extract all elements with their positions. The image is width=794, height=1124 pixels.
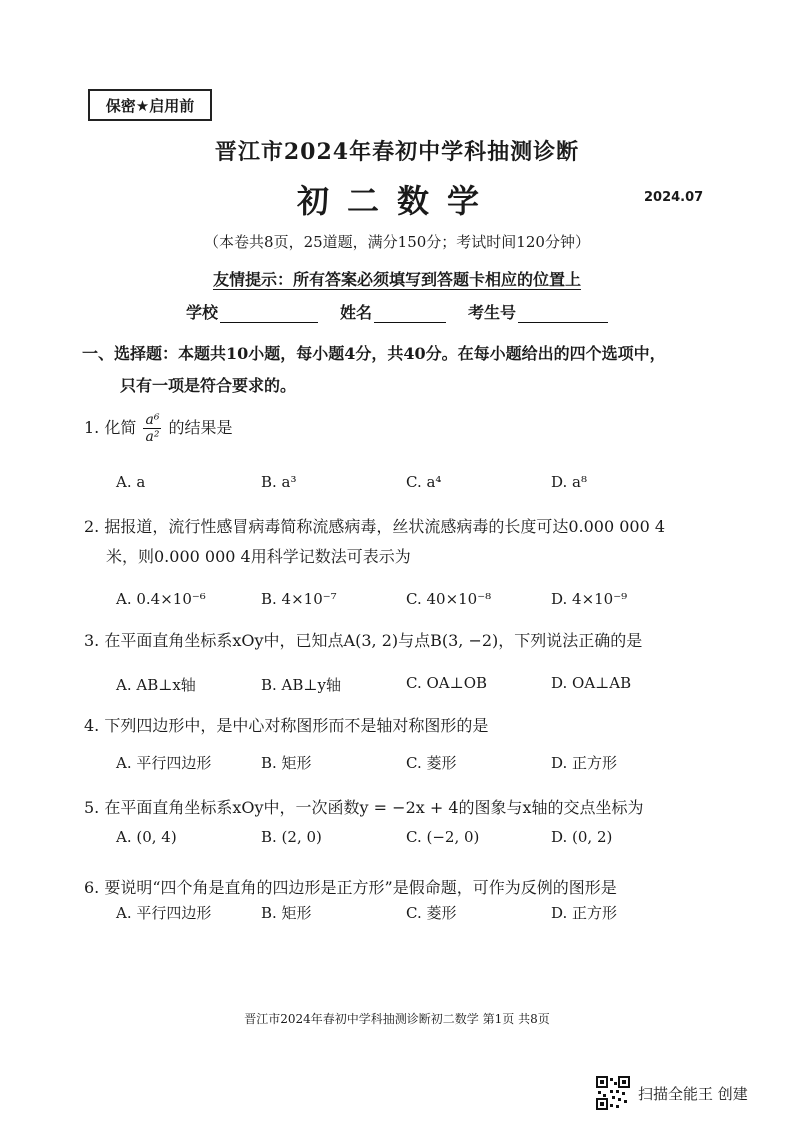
section-heading-line2: 只有一项是符合要求的。: [120, 376, 297, 395]
question-2: [84, 512, 684, 572]
exam-number-blank[interactable]: [518, 304, 608, 323]
question-text: 的结果是: [168, 418, 233, 437]
scanner-watermark: [596, 1076, 748, 1110]
fraction: [143, 412, 161, 445]
option-d[interactable]: D. (0, 2): [551, 828, 613, 846]
question-number: 4.: [84, 716, 100, 735]
question-text: 下列四边形中，是中心对称图形而不是轴对称图形的是: [104, 716, 489, 735]
question-number: 2.: [84, 517, 100, 536]
question-text: 在平面直角坐标系xOy中，已知点A(3, 2)与点B(3, −2)，下列说法正确的是: [104, 631, 643, 650]
exam-info: （本卷共8页，25道题，满分150分；考试时间120分钟）: [204, 233, 590, 251]
question-2-options: [116, 590, 676, 608]
friendly-tip: [0, 267, 794, 290]
option-d[interactable]: D. a⁸: [551, 473, 587, 491]
option-a[interactable]: A. (0, 4): [116, 828, 177, 846]
section-heading-line1: 一、选择题：本题共10小题，每小题4分，共40分。在每小题给出的四个选项中，: [82, 344, 666, 363]
name-field[interactable]: [340, 300, 446, 323]
question-text: 要说明“四个角是直角的四边形是正方形”是假命题，可作为反例的图形是: [104, 878, 617, 897]
option-c[interactable]: C. (−2, 0): [406, 828, 480, 846]
option-c[interactable]: C. a⁴: [406, 473, 442, 491]
option-d[interactable]: D. OA⊥AB: [551, 674, 632, 692]
option-b[interactable]: B. 4×10⁻⁷: [261, 590, 337, 608]
qr-code-icon: [596, 1076, 630, 1110]
option-c[interactable]: C. 菱形: [406, 754, 457, 772]
option-b[interactable]: B. (2, 0): [261, 828, 322, 846]
school-field[interactable]: [186, 300, 318, 323]
option-d[interactable]: D. 正方形: [551, 904, 618, 922]
section-heading: [82, 338, 712, 402]
question-text-line1: 据报道，流行性感冒病毒简称流感病毒，丝状流感病毒的长度可达0.000 000 4: [104, 517, 666, 536]
option-b[interactable]: B. 矩形: [261, 904, 312, 922]
option-b[interactable]: B. AB⊥y轴: [261, 676, 341, 694]
student-fields: [0, 300, 794, 323]
option-a[interactable]: A. a: [116, 473, 146, 491]
question-number: 1.: [84, 418, 100, 437]
question-4: [84, 713, 488, 736]
question-1-options: [116, 473, 676, 491]
option-a[interactable]: A. 0.4×10⁻⁶: [116, 590, 206, 608]
school-label: 学校: [185, 303, 218, 322]
option-c[interactable]: C. OA⊥OB: [406, 674, 488, 692]
question-number: 6.: [84, 878, 100, 897]
option-d[interactable]: D. 4×10⁻⁹: [551, 590, 628, 608]
exam-title: 晋江市2024年春初中学科抽测诊断: [214, 139, 580, 165]
scanner-text: 扫描全能王 创建: [638, 1084, 748, 1103]
question-1: [84, 412, 233, 445]
option-a[interactable]: A. AB⊥x轴: [116, 676, 196, 694]
exam-number-field[interactable]: [468, 300, 608, 323]
name-label: 姓名: [339, 303, 372, 322]
page-footer: 晋江市2024年春初中学科抽测诊断初二数学 第1页 共8页: [244, 1012, 550, 1026]
question-text: 化简: [104, 418, 137, 437]
exam-number-label: 考生号: [468, 303, 517, 322]
fraction-denominator: a²: [145, 429, 160, 445]
question-5-options: [116, 828, 676, 846]
option-c[interactable]: C. 40×10⁻⁸: [406, 590, 492, 608]
option-b[interactable]: B. a³: [261, 473, 297, 491]
question-text: 在平面直角坐标系xOy中，一次函数y = −2x + 4的图象与x轴的交点坐标为: [104, 798, 644, 817]
tip-text: 友情提示：所有答案必须填写到答题卡相应的位置上: [212, 270, 581, 289]
exam-date: 2024.07: [644, 190, 704, 205]
option-c[interactable]: C. 菱形: [406, 904, 457, 922]
question-5: [84, 795, 644, 818]
question-6-options: [116, 902, 676, 923]
question-3: [84, 628, 642, 651]
subject-title: 初二数学: [296, 182, 497, 220]
school-blank[interactable]: [220, 304, 318, 323]
question-4-options: [116, 752, 676, 773]
option-a[interactable]: A. 平行四边形: [116, 754, 212, 772]
fraction-numerator: a⁶: [145, 412, 160, 428]
option-a[interactable]: A. 平行四边形: [116, 904, 212, 922]
option-d[interactable]: D. 正方形: [551, 754, 618, 772]
question-3-options: [116, 674, 676, 695]
name-blank[interactable]: [374, 304, 446, 323]
question-number: 5.: [84, 798, 100, 817]
question-number: 3.: [84, 631, 100, 650]
question-text-line2: 米，则0.000 000 4用科学记数法可表示为: [106, 547, 411, 566]
confidential-label: 保密★启用前: [88, 89, 212, 121]
option-b[interactable]: B. 矩形: [261, 754, 312, 772]
question-6: [84, 875, 617, 898]
